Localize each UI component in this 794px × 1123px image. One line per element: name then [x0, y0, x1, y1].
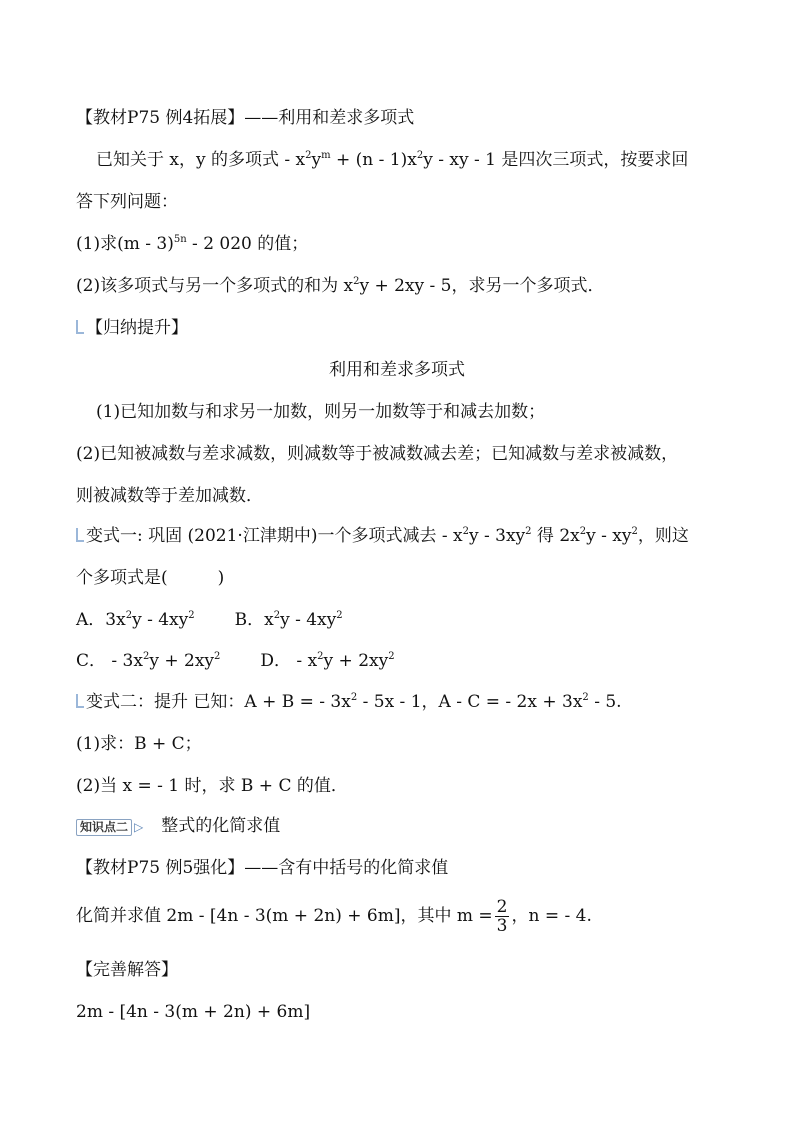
bookmark-icon — [76, 320, 84, 334]
heading-example-4: 【教材P75 例4拓展】——利用和差求多项式 — [76, 108, 415, 128]
exponent: 2 — [416, 150, 424, 161]
exponent: 2 — [525, 526, 532, 537]
variant-text: 得 2x — [531, 526, 580, 546]
problem-line-2: 答下列问题： — [76, 192, 178, 212]
option-b[interactable] — [235, 610, 343, 630]
fraction-denominator: 3 — [496, 916, 508, 936]
option-text: y - 4xy — [132, 610, 189, 630]
option-text: y + 2xy — [323, 651, 389, 671]
option-text: C． - 3x — [76, 651, 143, 671]
bookmark-icon — [76, 694, 84, 708]
summary-point-2-cont: 则被减数等于差加减数． — [76, 486, 263, 506]
exponent: 2 — [462, 526, 469, 537]
exponent: m — [321, 150, 331, 161]
exponent: 2 — [214, 651, 221, 662]
variant-text: y - xy — [586, 526, 632, 546]
option-a[interactable] — [76, 610, 195, 630]
exponent: 5n — [173, 234, 187, 245]
heading-example-5: 【教材P75 例5强化】——含有中括号的化简求值 — [76, 858, 449, 878]
exponent: 2 — [350, 692, 358, 703]
variant-text: y - 3xy — [468, 526, 526, 546]
problem-line-1 — [96, 148, 688, 172]
variant-text: - 5. — [588, 692, 622, 712]
problem-text: y - xy - 1 是四次三项式，按要求回 — [423, 150, 689, 170]
exponent: 2 — [353, 276, 360, 287]
simplify-problem — [76, 898, 592, 935]
variant-text: 个多项式是( — [76, 568, 168, 588]
question-1 — [76, 232, 308, 256]
variant-text: ，则这 — [637, 526, 689, 546]
question-text: (1)求(m - 3) — [76, 234, 174, 254]
exponent: 2 — [305, 150, 312, 161]
variant-1-line-2 — [76, 566, 224, 590]
variant-text: 变式二：提升 已知：A + B = - 3x — [86, 692, 351, 712]
exponent: 2 — [273, 610, 281, 621]
exponent: 2 — [582, 692, 589, 703]
option-text: y - 4xy — [280, 610, 337, 630]
summary-label-text: 【归纳提升】 — [86, 318, 188, 338]
summary-point-2: (2)已知被减数与差求减数，则减数等于被减数减去差；已知减数与差求被减数， — [76, 444, 679, 464]
problem-text: + (n - 1)x — [330, 150, 417, 170]
options-row-1 — [76, 608, 343, 632]
answer-expression: 2m - [4n - 3(m + 2n) + 6m] — [76, 1002, 311, 1022]
problem-text: 化简并求值 2m - [4n - 3(m + 2n) + 6m]，其中 m = — [76, 906, 493, 926]
variant-text: ) — [217, 568, 225, 588]
variant-2 — [76, 690, 622, 714]
variant-2-question-1: (1)求：B + C； — [76, 734, 202, 754]
summary-title: 利用和差求多项式 — [329, 360, 465, 380]
knowledge-point-heading — [76, 814, 280, 839]
question-text: - 2 020 的值； — [186, 234, 309, 254]
summary-point-1: (1)已知加数与和求另一加数，则另一加数等于和减去加数； — [96, 402, 546, 422]
exponent: 2 — [388, 651, 395, 662]
problem-text: ，n = - 4. — [511, 906, 592, 926]
variant-2-question-2: (2)当 x = - 1 时，求 B + C 的值． — [76, 776, 348, 796]
fraction — [495, 898, 510, 935]
arrow-icon: ▷ — [134, 820, 144, 834]
knowledge-point-title: 整式的化简求值 — [161, 816, 281, 836]
option-text: y + 2xy — [149, 651, 215, 671]
options-row-2 — [76, 649, 395, 673]
question-2 — [76, 274, 604, 298]
perfect-answer-label: 【完善解答】 — [76, 960, 178, 980]
option-text: B．x — [234, 610, 274, 630]
option-d[interactable] — [260, 651, 394, 671]
variant-text: - 5x - 1，A - C = - 2x + 3x — [357, 692, 583, 712]
problem-text: y — [311, 150, 322, 170]
exponent: 2 — [631, 526, 638, 537]
variant-1 — [76, 524, 689, 548]
option-c[interactable] — [76, 651, 220, 671]
fraction-numerator: 2 — [496, 897, 508, 917]
knowledge-point-tag: 知识点二 — [76, 819, 132, 836]
summary-label — [76, 316, 188, 340]
bookmark-icon — [76, 528, 84, 542]
problem-text: 已知关于 x，y 的多项式 - x — [96, 150, 306, 170]
exponent: 2 — [125, 610, 133, 621]
exponent: 2 — [336, 610, 343, 621]
exponent: 2 — [188, 610, 195, 621]
option-text: D． - x — [260, 651, 318, 671]
question-text: y + 2xy - 5，求另一个多项式． — [359, 276, 605, 296]
variant-text: 变式一: 巩固 (2021·江津期中)一个多项式减去 - x — [86, 526, 463, 546]
exponent: 2 — [317, 651, 324, 662]
exponent: 2 — [579, 526, 587, 537]
option-text: A．3x — [76, 610, 126, 630]
question-text: (2)该多项式与另一个多项式的和为 x — [76, 276, 354, 296]
exponent: 2 — [142, 651, 150, 662]
